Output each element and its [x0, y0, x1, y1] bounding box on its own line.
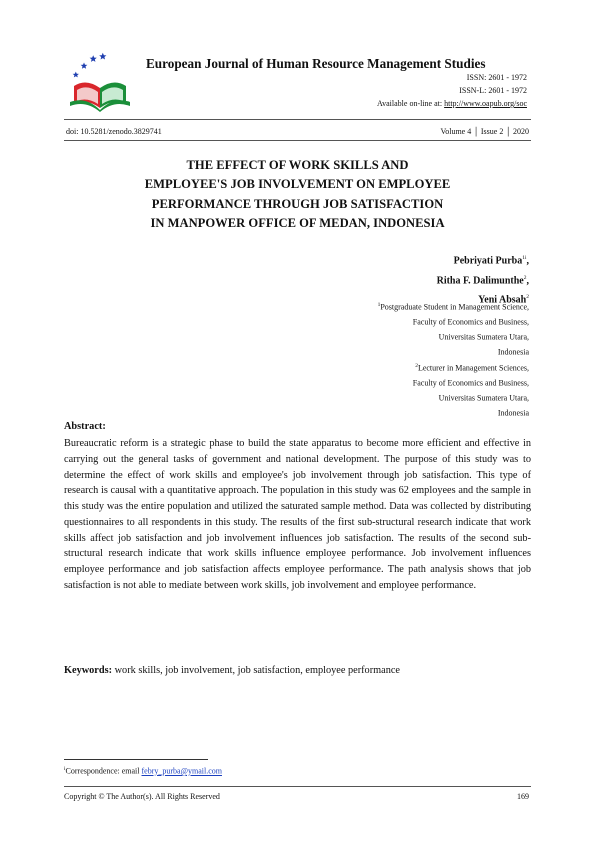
meta-divider [64, 140, 531, 141]
volume-issue-year: Volume 4 │ Issue 2 │ 2020 [440, 127, 529, 136]
title-line: THE EFFECT OF WORK SKILLS AND [186, 158, 409, 172]
footer-divider [64, 786, 531, 787]
keywords-label: Keywords: [64, 665, 113, 676]
keywords [64, 665, 400, 676]
keywords-text: work skills, job involvement, job satisfaction, employee performance [112, 665, 401, 676]
online-label: Available on-line at: [376, 99, 445, 108]
issn: ISSN: 2601 - 1972 [466, 73, 527, 82]
affiliation-line: Indonesia [497, 348, 529, 358]
page-number: 169 [517, 792, 529, 801]
title-line: IN MANPOWER OFFICE OF MEDAN, INDONESIA [150, 216, 445, 231]
author: Ritha F. Dalimunthe$^2$, [436, 274, 529, 287]
copyright: Copyright © The Author(s). All Rights Reserved [64, 792, 220, 801]
affiliation-line: Indonesia [497, 408, 529, 418]
affiliation-line: Universitas Sumatera Utara, [438, 393, 529, 403]
affiliation-line: $^2$Lecturer in Management Sciences, [415, 362, 529, 373]
journal-logo [66, 52, 134, 112]
affiliation-line: $^1$Postgraduate Student in Management Science, [377, 302, 529, 312]
journal-website-link[interactable]: http://www.oapub.org/soc [444, 99, 527, 108]
paper-title [64, 156, 531, 234]
title-line: PERFORMANCE THROUGH JOB SATISFACTION [151, 196, 444, 211]
author: Pebriyati Purba$^{1i}$, [453, 255, 529, 267]
affiliation-line: Faculty of Economics and Business, [412, 317, 529, 327]
footnote-divider [64, 759, 208, 760]
header-divider [64, 119, 531, 120]
correspondence-email-link[interactable]: febry_purba@ymail.com [141, 766, 222, 776]
affiliations [378, 299, 529, 420]
book-with-stars-icon [66, 52, 134, 112]
abstract-heading: Abstract: [64, 421, 106, 432]
online-availability [377, 99, 527, 108]
title-line: EMPLOYEE'S JOB INVOLVEMENT ON EMPLOYEE [144, 177, 451, 192]
abstract-text: Bureaucratic reform is a strategic phase to build the state apparatus to become more efficient and effective in carrying out the general tasks of government and national development. The purpose of this study was to determine the effect of work skills and employee's job involvement through job satisfaction. This type of research is causal with a quantitative approach. The population in this study was 62 employees and the sample in this study was the entire population and utilized the saturated sample method. Data was collected by distributing questionnaires to all respondents in this study. The results of the first sub-structural research indicate that work skills affect job satisfaction and job involvement influences job satisfaction. The results of the second sub-structural research indicate that work skills influence employee performance. Job involvement influences employee performance and job satisfaction affects employee performance. The path analysis shows that job satisfaction is not able to mediate between work skills, job involvement and employee performance. [64, 438, 531, 591]
affiliation-line: Universitas Sumatera Utara, [438, 332, 529, 342]
issn-l: ISSN-L: 2601 - 1972 [459, 86, 527, 95]
author: Yeni Absah$^2$ [478, 294, 529, 306]
correspondence-footnote: $^i$Correspondence: email febry_purba@ymail.com [64, 766, 222, 776]
affiliation-line: Faculty of Economics and Business, [412, 378, 529, 388]
doi: doi: 10.5281/zenodo.3829741 [66, 127, 162, 136]
journal-title: European Journal of Human Resource Management Studies [146, 56, 486, 71]
